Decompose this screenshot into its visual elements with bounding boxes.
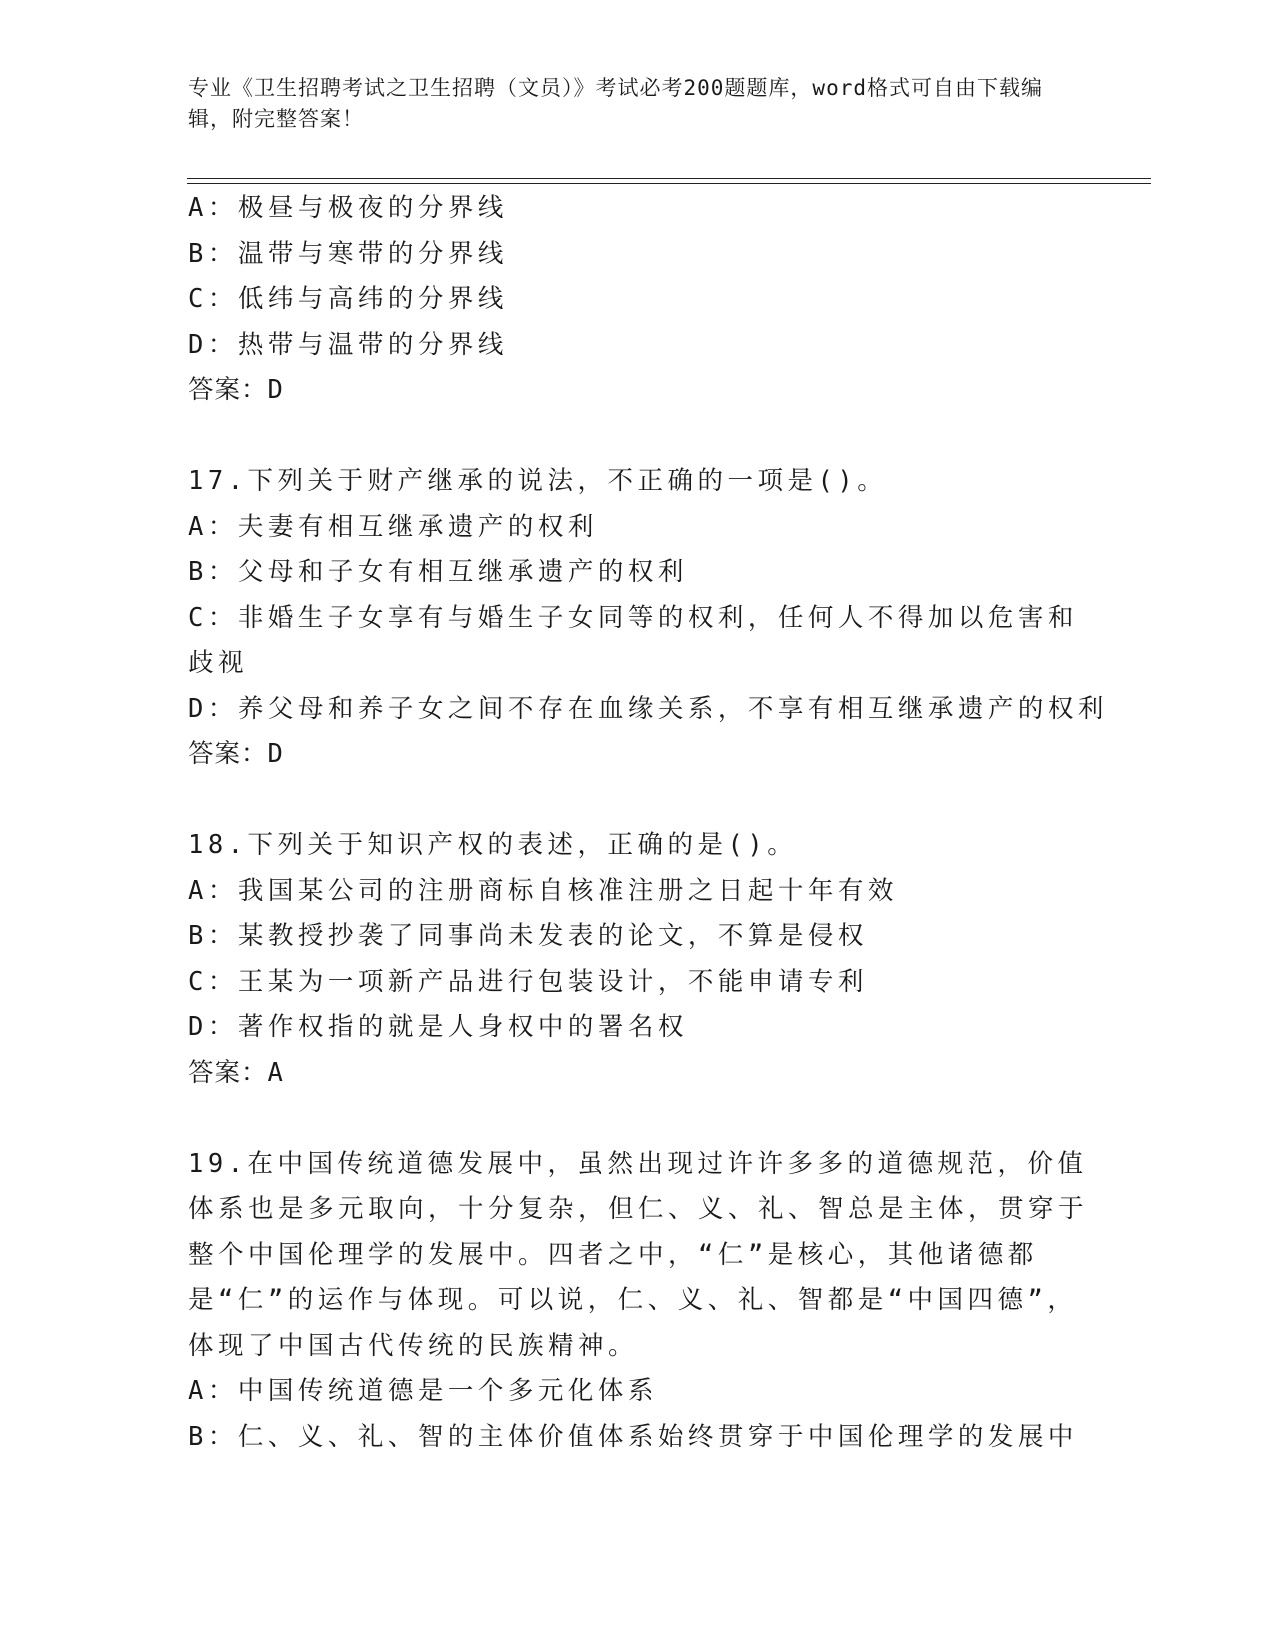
option-b: B：仁、义、礼、智的主体价值体系始终贯穿于中国伦理学的发展中 bbox=[188, 1421, 1078, 1452]
option-b: B：温带与寒带的分界线 bbox=[188, 238, 508, 269]
option-c: C：低纬与高纬的分界线 bbox=[188, 284, 508, 314]
question-stem: 18.下列关于知识产权的表述，正确的是()。 bbox=[188, 830, 798, 860]
answer-line: 答案：D bbox=[188, 739, 284, 769]
question-stem: 19.在中国传统道德发展中，虽然出现过许许多多的道德规范，价值体系也是多元取向，十分复杂，但仁、义、礼、智总是主体，贯穿于整个中国伦理学的发展中。四者之中，“仁”是核心，其他诸德都是“仁”的运作与体现。可以说，仁、义、礼、智都是“中国四德”，体现了中国古代传统的民族精神。 bbox=[188, 1148, 1089, 1361]
question-content bbox=[188, 186, 1108, 1460]
option-b: B：父母和子女有相互继承遗产的权利 bbox=[188, 557, 688, 587]
option-a: A：我国某公司的注册商标自核准注册之日起十年有效 bbox=[188, 875, 898, 906]
document-header: 专业《卫生招聘考试之卫生招聘（文员）》考试必考200题题库，word格式可自由下载编辑，附完整答案！ bbox=[188, 76, 1043, 131]
option-a: A：极昼与极夜的分界线 bbox=[188, 193, 508, 223]
header-rule-bottom bbox=[187, 183, 1151, 184]
option-d: D：著作权指的就是人身权中的署名权 bbox=[188, 1012, 688, 1042]
option-a: A：中国传统道德是一个多元化体系 bbox=[188, 1376, 658, 1406]
option-d: D：养父母和养子女之间不存在血缘关系，不享有相互继承遗产的权利 bbox=[188, 693, 1108, 724]
option-c: C：非婚生子女享有与婚生子女同等的权利，任何人不得加以危害和歧视 bbox=[188, 602, 1078, 678]
question-stem: 17.下列关于财产继承的说法，不正确的一项是()。 bbox=[188, 466, 888, 496]
header-rule-top bbox=[187, 178, 1151, 179]
option-b: B：某教授抄袭了同事尚未发表的论文，不算是侵权 bbox=[188, 921, 868, 951]
answer-line: 答案：D bbox=[188, 375, 284, 405]
option-d: D：热带与温带的分界线 bbox=[188, 329, 508, 360]
answer-line: 答案：A bbox=[188, 1057, 284, 1088]
option-c: C：王某为一项新产品进行包装设计，不能申请专利 bbox=[188, 966, 868, 997]
option-a: A：夫妻有相互继承遗产的权利 bbox=[188, 511, 598, 542]
